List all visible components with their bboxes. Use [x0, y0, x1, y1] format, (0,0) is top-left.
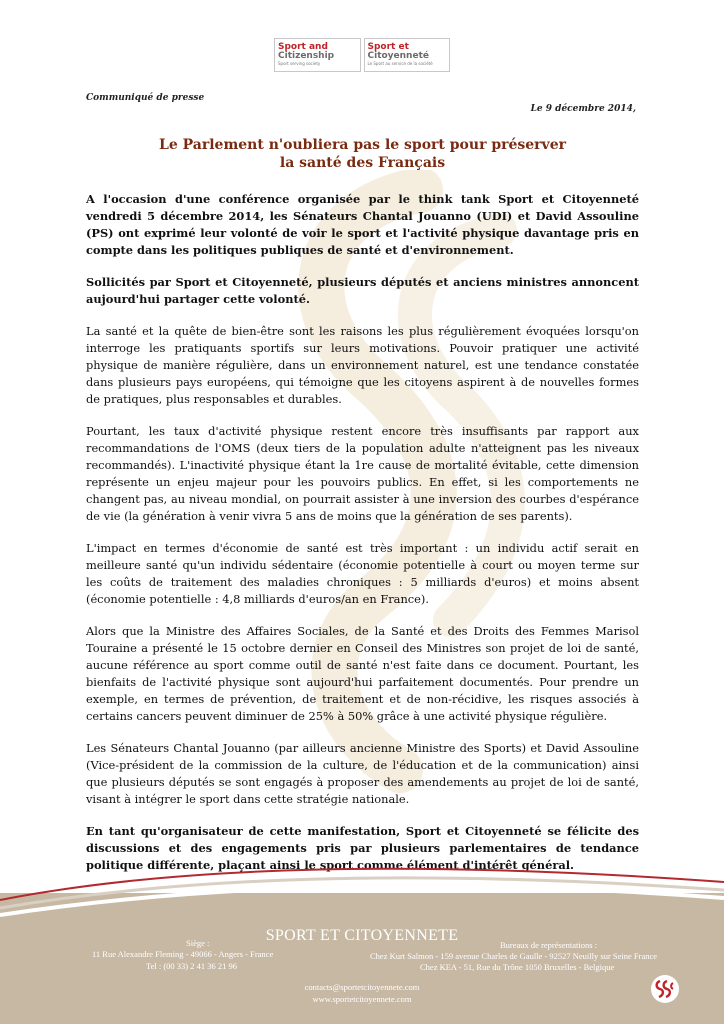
- footer-org-name: SPORT ET CITOYENNETE: [265, 927, 459, 944]
- footer-email[interactable]: contacts@sportetcitoyennete.com: [304, 982, 420, 992]
- logo-sport-and-citizenship: [274, 38, 361, 72]
- document-date: Le 9 décembre 2014,: [530, 104, 636, 114]
- footer-logo-icon: [650, 974, 680, 1004]
- paragraph-4: Pourtant, les taux d'activité physique restent encore très insuffisants par rapport aux recommandations de l'OMS (deux tiers de la population adulte n'atteignent pas les niveaux recommandés). L'inactivité physique étant la 1re cause de mortalité évitable, cette dimension représente un enjeu majeur pour les pouvoirs publics. En effet, si les comportements ne changent pas, au niveau mondial, on pourrait assister à une inversion des courbes d'espérance de vie (la génération à venir vivra 5 ans de moins que la génération de ses parents).: [86, 424, 639, 523]
- footer-siege-tel: Tel : (00 33) 2 41 36 21 96: [146, 961, 238, 971]
- paragraph-6: Alors que la Ministre des Affaires Sociales, de la Santé et des Droits des Femmes Marisol Touraine a présenté le 15 octobre dernier en Conseil des Ministres son projet de loi de santé, aucune référence au sport comme outil de santé n'est faite dans ce document. Pourtant, les bienfaits de l'activité physique sont aujourd'hui parfaitement documentés. Pour prendre un exemple, en termes de prévention, de traitement et de non-récidive, les risques associés à certains cancers peuvent diminuer de 25% à 50% grâce à une activité physique régulière.: [86, 624, 639, 723]
- logo-right-line1: Sport et: [367, 42, 409, 52]
- footer-website[interactable]: www.sportetcitoyennete.com: [312, 994, 412, 1004]
- title-line2: la santé des Français: [279, 155, 446, 171]
- paragraph-2: Sollicités par Sport et Citoyenneté, plusieurs députés et anciens ministres annoncent aujourd'hui partager cette volonté.: [86, 275, 639, 306]
- document-kind: Communiqué de presse: [86, 93, 205, 103]
- footer-siege-address: 11 Rue Alexandre Fleming - 49066 - Angers - France: [92, 949, 274, 959]
- footer-bureau-2: Chez KEA - 51, Rue du Trône 1050 Bruxelles - Belgique: [420, 962, 615, 972]
- logo-right-line2: Citoyenneté: [367, 51, 429, 61]
- paragraph-1: A l'occasion d'une conférence organisée par le think tank Sport et Citoyenneté vendredi 5 décembre 2014, les Sénateurs Chantal Jouanno (UDI) et David Assouline (PS) ont exprimé leur volonté de voir le sport et l'activité physique davantage pris en compte dans les politiques publiques de santé et d'environnement.: [86, 192, 639, 257]
- footer-siege-label: Siège :: [186, 938, 210, 948]
- paragraph-7: Les Sénateurs Chantal Jouanno (par ailleurs ancienne Ministre des Sports) et David Assouline (Vice-président de la commission de la culture, de l'éducation et de la communication) ainsi que plusieurs députés se sont engagés à proposer des amendements au projet de loi de santé, visant à intégrer le sport dans cette stratégie nationale.: [86, 741, 639, 806]
- footer-bureaux-label: Bureaux de représentations :: [500, 940, 598, 950]
- title-line1: Le Parlement n'oubliera pas le sport pour préserver: [159, 137, 566, 153]
- header-logos: [274, 38, 450, 72]
- footer-bureau-1: Chez Kurt Salmon - 159 avenue Charles de Gaulle - 92527 Neuilly sur Seine France: [370, 951, 658, 961]
- logo-left-tagline: Sport serving society: [278, 61, 321, 66]
- paragraph-3: La santé et la quête de bien-être sont les raisons les plus régulièrement évoquées lorsqu'on interroge les pratiquants sportifs sur leurs motivations. Pouvoir pratiquer une activité physique de manière régulière, dans un environnement naturel, est une tendance constatée dans plusieurs pays européens, qui témoigne que les citoyens aspirent à de nouvelles formes de pratiques, plus responsables et durables.: [86, 324, 639, 406]
- logo-sport-et-citoyennete: [364, 38, 451, 72]
- footer-swoosh-icon: [0, 860, 724, 930]
- logo-left-line1: Sport and: [278, 42, 328, 52]
- paragraph-8: En tant qu'organisateur de cette manifestation, Sport et Citoyenneté se félicite des discussions et des engagements pris par plusieurs parlementaires de tendance politique différente, plaçant ainsi le sport comme élément d'intérêt général.: [86, 824, 639, 872]
- logo-left-line2: Citizenship: [278, 51, 335, 61]
- logo-right-tagline: Le Sport au service de la société: [367, 61, 433, 66]
- page-title: [86, 136, 639, 172]
- paragraph-5: L'impact en termes d'économie de santé est très important : un individu actif serait en meilleure santé qu'un individu sédentaire (économie potentielle à court ou moyen terme sur les coûts de traitement des maladies chroniques : 5 milliards d'euros) et moins absent (économie potentielle : 4,8 milliards d'euros/an en France).: [86, 541, 639, 606]
- press-release-body: [86, 191, 639, 889]
